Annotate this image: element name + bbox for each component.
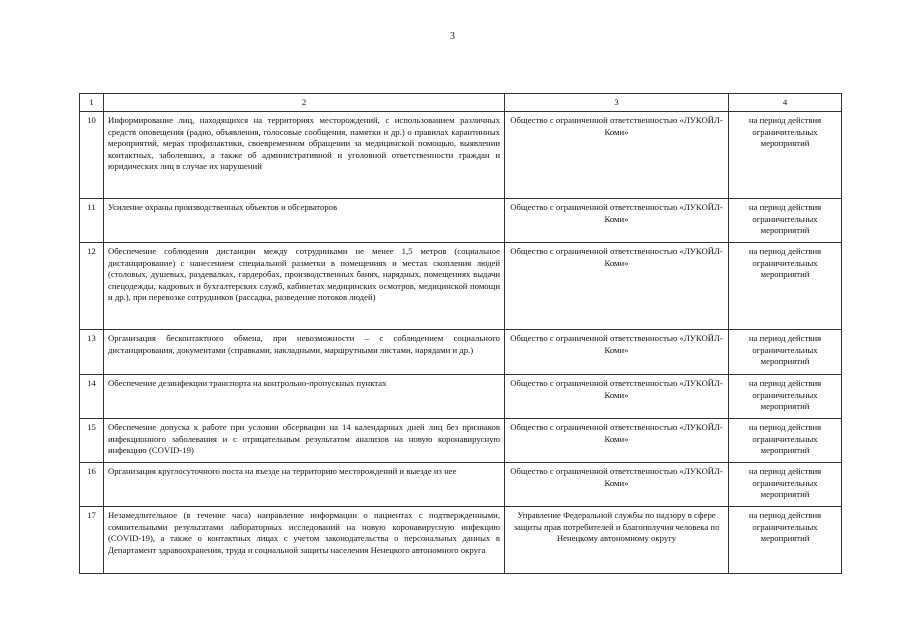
responsible-org: Общество с ограниченной ответственностью «ЛУКОЙЛ-Коми» [505,199,729,243]
period: на период действия ограничительных мероприятий [729,419,842,463]
period: на период действия ограничительных мероприятий [729,330,842,375]
row-number: 16 [80,463,104,507]
row-number: 13 [80,330,104,375]
responsible-org: Управление Федеральной службы по надзору в сфере защиты прав потребителей и благополучия человека по Ненецкому автономному округу [505,507,729,574]
period: на период действия ограничительных мероприятий [729,112,842,199]
table-row [80,375,842,419]
row-number: 12 [80,243,104,330]
responsible-org: Общество с ограниченной ответственностью «ЛУКОЙЛ-Коми» [505,330,729,375]
measure-text: Усиление охраны производственных объектов и обсерваторов [104,199,505,243]
table-row [80,243,842,330]
responsible-org: Общество с ограниченной ответственностью «ЛУКОЙЛ-Коми» [505,375,729,419]
measure-text: Организация круглосуточного поста на въезде на территорию месторождений и выезде из нее [104,463,505,507]
measures-table [79,93,842,574]
column-header-4: 4 [729,94,842,112]
period: на период действия ограничительных мероприятий [729,199,842,243]
measure-text: Организация бесконтактного обмена, при невозможности – с соблюдением социального дистанцирования, документами (справками, накладными, маршрутными листами, нарядами и др.) [104,330,505,375]
period: на период действия ограничительных мероприятий [729,463,842,507]
table-header-row [80,94,842,112]
measure-text: Обеспечение соблюдения дистанции между сотрудниками не менее 1,5 метров (социальное дистанцирование) с нанесением специальной разметки в помещениях и местах скопления людей (столовых, душевых, раздевалках, гардеробах, производственных банях, нарядных, помещениях выдачи спецодежды, кадровых и бухгалтерских служб, кабинетах медицинских осмотров, медицинской помощи и др.), при перевозке сотрудников (рассадка, разведение потоков людей) [104,243,505,330]
measure-text: Обеспечение допуска к работе при условии обсервации на 14 календарных дней лиц без признаков инфекционного заболевания и с отрицательным результатом анализов на новую коронавирусную инфекцию (COVID-19) [104,419,505,463]
responsible-org: Общество с ограниченной ответственностью «ЛУКОЙЛ-Коми» [505,112,729,199]
table-row [80,463,842,507]
row-number: 10 [80,112,104,199]
period: на период действия ограничительных мероприятий [729,243,842,330]
page-number: 3 [450,31,455,42]
responsible-org: Общество с ограниченной ответственностью «ЛУКОЙЛ-Коми» [505,243,729,330]
column-header-1: 1 [80,94,104,112]
period: на период действия ограничительных мероприятий [729,375,842,419]
column-header-2: 2 [104,94,505,112]
row-number: 11 [80,199,104,243]
responsible-org: Общество с ограниченной ответственностью «ЛУКОЙЛ-Коми» [505,463,729,507]
row-number: 15 [80,419,104,463]
responsible-org: Общество с ограниченной ответственностью «ЛУКОЙЛ-Коми» [505,419,729,463]
period: на период действия ограничительных мероприятий [729,507,842,574]
measure-text: Обеспечение дезинфекции транспорта на контрольно-пропускных пунктах [104,375,505,419]
table-row [80,507,842,574]
row-number: 14 [80,375,104,419]
table-row [80,112,842,199]
column-header-3: 3 [505,94,729,112]
table-row [80,419,842,463]
measure-text: Незамедлительное (в течение часа) направление информации о пациентах с подтвержденными, сомнительными результатами лабораторных исследований на новую коронавирусную инфекцию (COVID-19), а также о контактных лицах с учетом законодательства о персональных данных в Департамент здравоохранения, труда и социальной защиты населения Ненецкого автономного округа [104,507,505,574]
row-number: 17 [80,507,104,574]
table-row [80,330,842,375]
measure-text: Информирование лиц, находящихся на территориях месторождений, с использованием различных средств оповещения (радио, объявления, голосовые сообщения, памятки и др.) о правилах карантинных мероприятий, мерах профилактики, своевременном обращении за медицинской помощью, выявлении контактных, заболевших, а также об административной и уголовной ответственности граждан и юридических лиц в случае их нарушений [104,112,505,199]
table-row [80,199,842,243]
